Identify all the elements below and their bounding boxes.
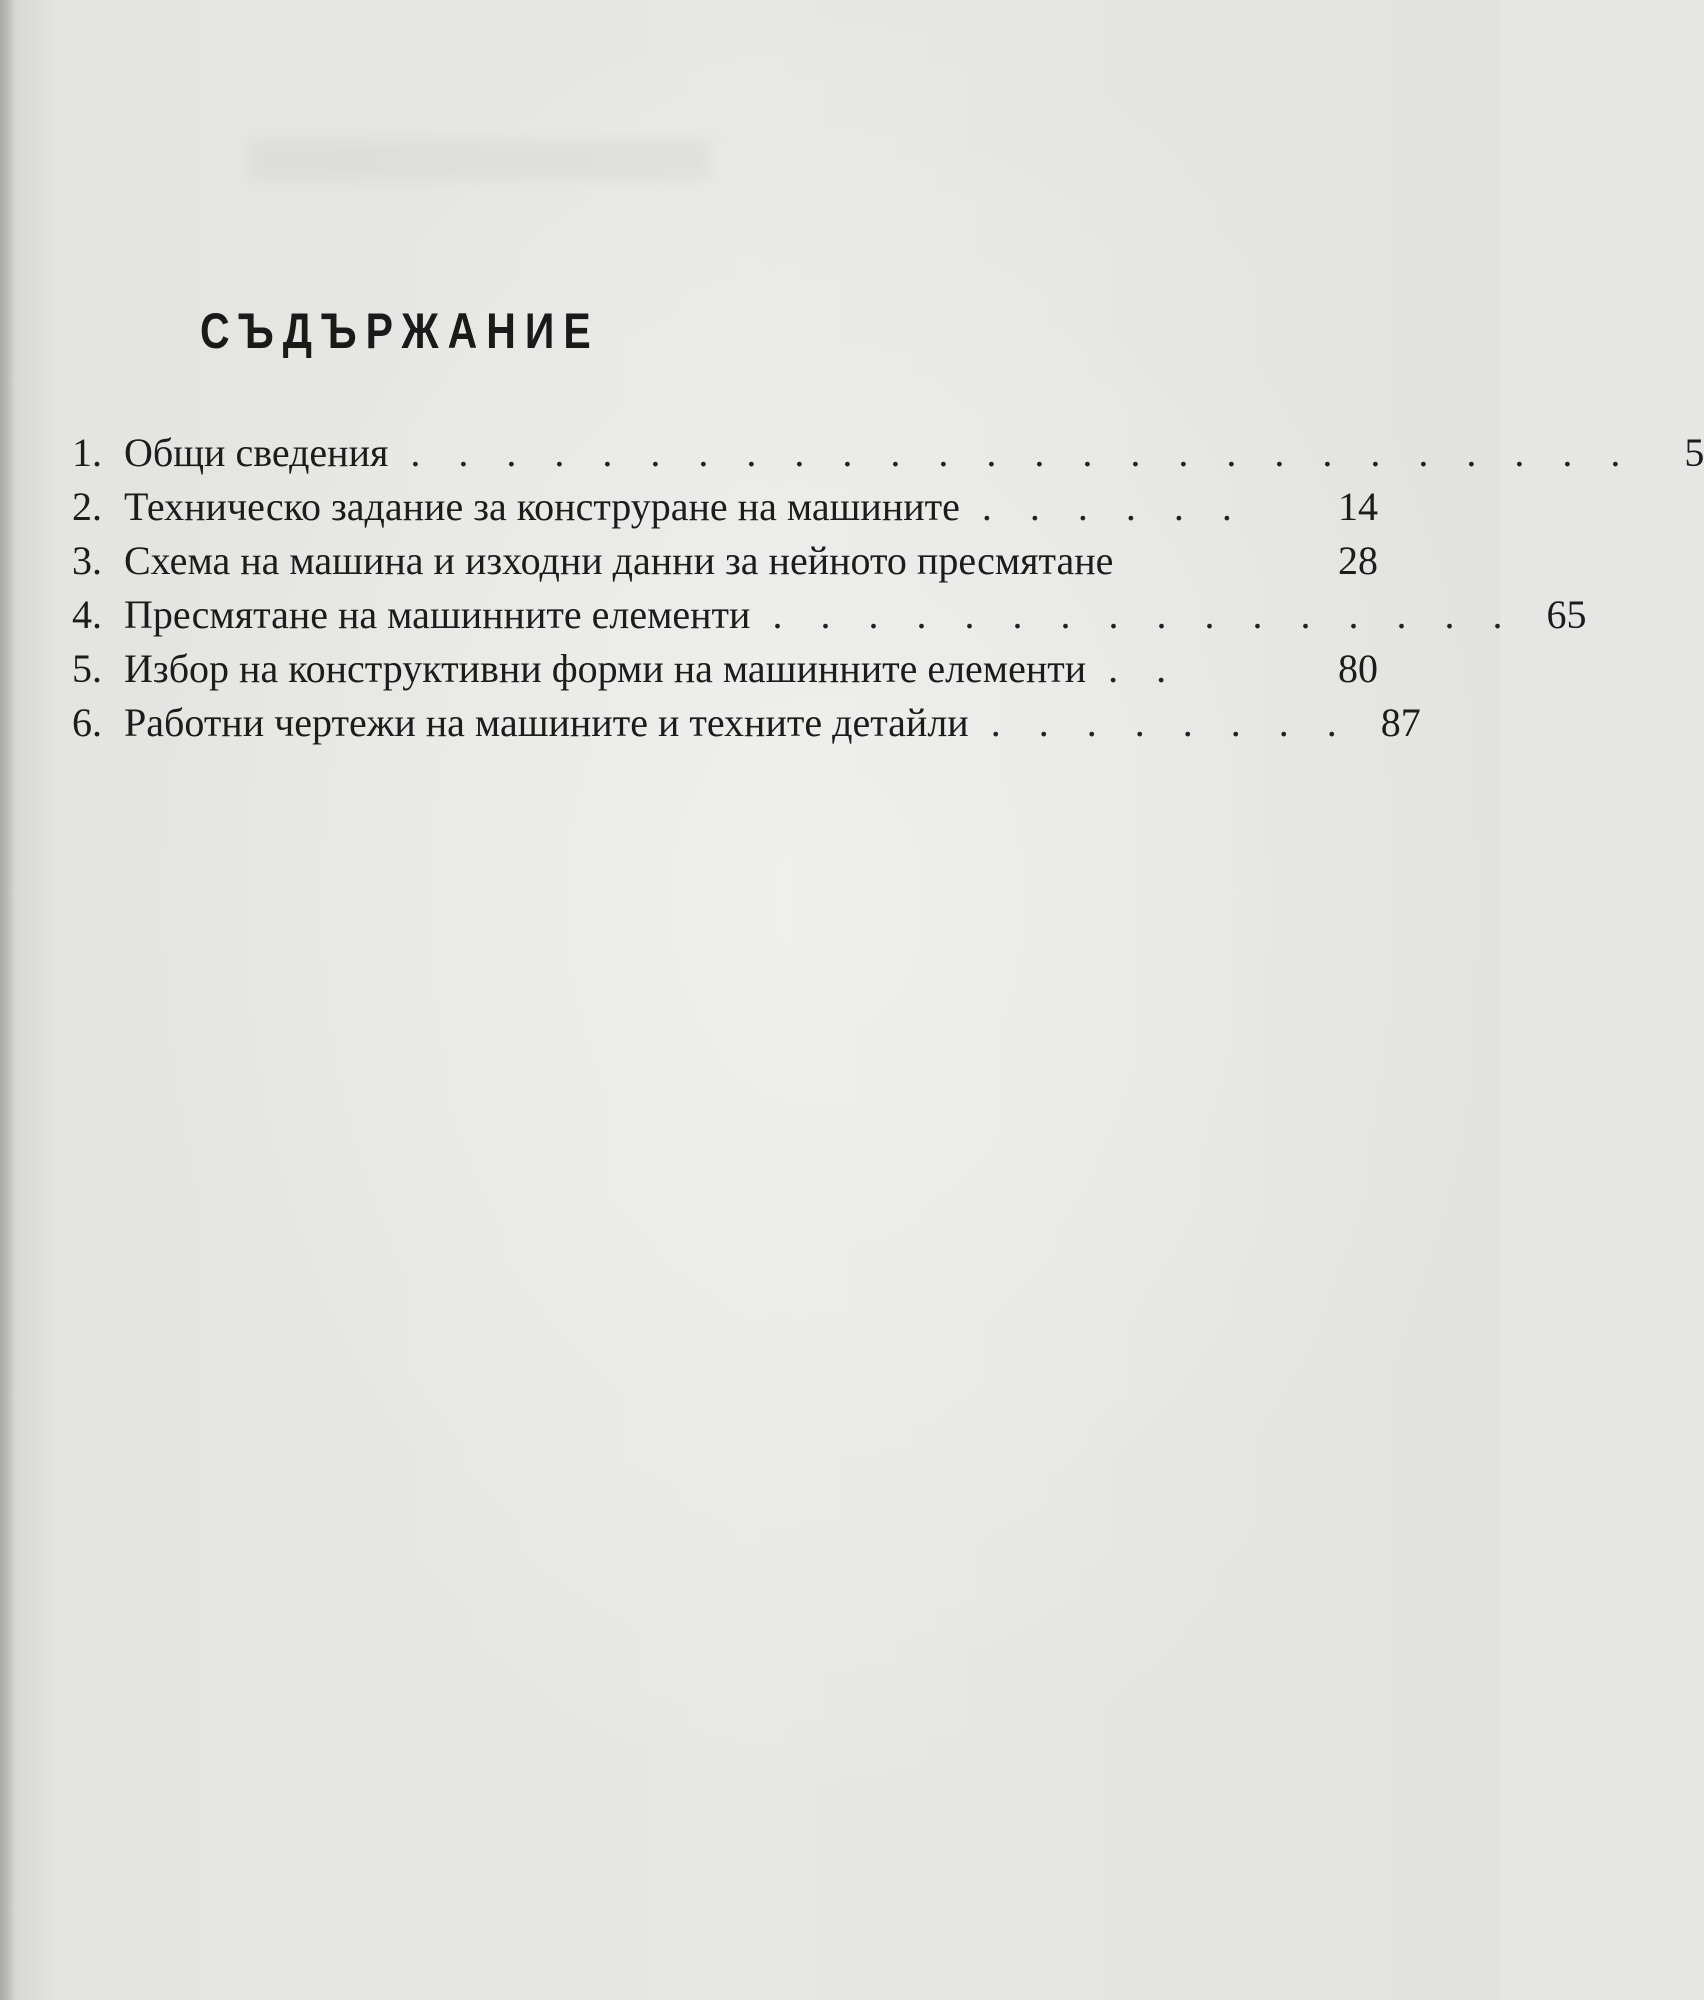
toc-entry [72, 696, 1421, 750]
toc-entry-number: 2. [72, 484, 102, 529]
toc-entry-page: 5 [1684, 430, 1704, 475]
toc-entry [72, 480, 1378, 534]
toc-entry-number: 5. [72, 646, 102, 691]
toc-entry-title: Общи сведения [124, 430, 389, 475]
page-title: СЪДЪРЖАНИЕ [200, 303, 600, 359]
spine-shadow [0, 0, 14, 2000]
toc-entry-title: Избор на конструктивни форми на машинните елементи [124, 646, 1087, 691]
toc-entry-number: 4. [72, 592, 102, 637]
toc-entry-page: 87 [1380, 700, 1421, 745]
toc-entry [72, 588, 1587, 642]
toc-entry-number: 6. [72, 700, 102, 745]
toc-entry-page: 65 [1546, 592, 1587, 637]
toc-entry-page: 28 [1338, 538, 1378, 583]
toc-entry [72, 642, 1378, 696]
table-of-contents [72, 426, 1704, 750]
toc-entry-title: Схема на машина и изходни данни за нейното пресмятане [124, 538, 1114, 583]
toc-entry-title: Техническо задание за конструране на машините [124, 484, 960, 529]
toc-entry-page: 14 [1338, 484, 1378, 529]
toc-leader-dots: . . [1108, 646, 1181, 691]
toc-leader-dots: . . . . . . . . [990, 700, 1351, 745]
bleed-through-marks [250, 140, 710, 180]
toc-entry-page: 80 [1338, 646, 1378, 691]
toc-entry [72, 426, 1704, 480]
toc-entry-title: Работни чертежи на машините и техните детайли [124, 700, 969, 745]
toc-entry-number: 1. [72, 430, 102, 475]
toc-leader-dots: . . . . . . [981, 484, 1246, 529]
toc-entry-number: 3. [72, 538, 102, 583]
toc-leader-dots: . . . . . . . . . . . . . . . . [772, 592, 1517, 637]
toc-entry [72, 534, 1378, 588]
toc-leader-dots: . . . . . . . . . . . . . . . . . . . . . . . . . . [410, 430, 1635, 475]
toc-entry-title: Пресмятане на машинните елементи [124, 592, 751, 637]
